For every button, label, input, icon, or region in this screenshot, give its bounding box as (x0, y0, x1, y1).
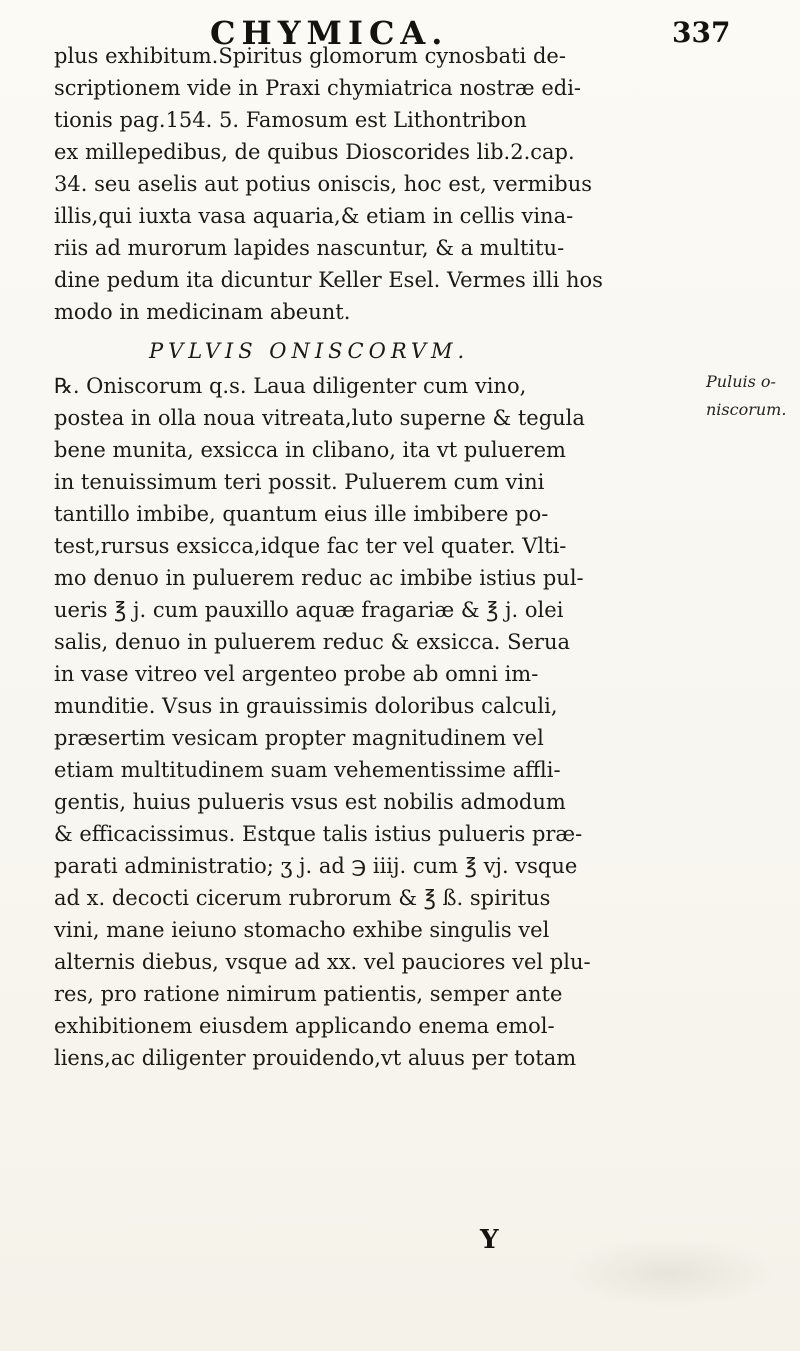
text-line: riis ad murorum lapides nascuntur, & a multitu- (54, 236, 565, 260)
text-line: res, pro ratione nimirum patientis, semper ante (54, 982, 563, 1006)
text-line: parati administratio; ʒ j. ad ℈ iiij. cum ℥ vj. vsque (54, 854, 578, 878)
text-line: mo denuo in puluerem reduc ac imbibe istius pul- (54, 566, 584, 590)
text-line: postea in olla noua vitreata,luto superne & tegula (54, 406, 585, 430)
text-line: in vase vitreo vel argenteo probe ab omni im- (54, 662, 539, 686)
text-line: præsertim vesicam propter magnitudinem vel (54, 726, 544, 750)
margin-note-line: niscorum. (706, 400, 787, 419)
text-line: 34. seu aselis aut potius oniscis, hoc est, vermibus (54, 172, 593, 196)
text-line: liens,ac diligenter prouidendo,vt aluus per totam (54, 1046, 577, 1070)
text-line: alternis diebus, vsque ad xx. vel pauciores vel plu- (54, 950, 591, 974)
running-head-title: CHYMICA. (210, 14, 449, 52)
margin-note (706, 368, 800, 424)
text-line: tantillo imbibe, quantum eius ille imbibere po- (54, 502, 549, 526)
text-line: test,rursus exsicca,idque fac ter vel quater. Vlti- (54, 534, 567, 558)
text-line: tionis pag.154. 5. Famosum est Lithontribon (54, 108, 527, 132)
text-line: etiam multitudinem suam vehementissime affli- (54, 758, 561, 782)
text-line: exhibitionem eiusdem applicando enema emol- (54, 1014, 555, 1038)
margin-note-line: Puluis o- (706, 372, 776, 391)
text-line: bene munita, exsicca in clibano, ita vt puluerem (54, 438, 566, 462)
text-line: ℞. Oniscorum q.s. Laua diligenter cum vino, (54, 374, 527, 398)
text-line: ad x. decocti cicerum rubrorum & ℥ ß. spiritus (54, 886, 551, 910)
text-line: salis, denuo in puluerem reduc & exsicca. Serua (54, 630, 570, 654)
text-line: munditie. Vsus in grauissimis doloribus calculi, (54, 694, 558, 718)
text-line: scriptionem vide in Praxi chymiatrica nostræ edi- (54, 76, 582, 100)
text-line: gentis, huius pulueris vsus est nobilis admodum (54, 790, 566, 814)
text-line: vini, mane ieiuno stomacho exhibe singulis vel (54, 918, 550, 942)
text-line: modo in medicinam abeunt. (54, 300, 351, 324)
page-number: 337 (672, 16, 731, 49)
text-line: ex millepedibus, de quibus Dioscorides lib.2.cap. (54, 140, 575, 164)
text-line: ueris ℥ j. cum pauxillo aquæ fragariæ & ℥ j. olei (54, 598, 564, 622)
body-text (54, 40, 784, 1074)
signature-mark: Y (480, 1225, 499, 1255)
text-line: plus exhibitum.Spiritus glomorum cynosbati de- (54, 44, 566, 68)
text-line: dine pedum ita dicuntur Keller Esel. Vermes illi hos (54, 268, 603, 292)
text-line: illis,qui iuxta vasa aquaria,& etiam in cellis vina- (54, 204, 574, 228)
text-line: & efficacissimus. Estque talis istius pulueris præ- (54, 822, 583, 846)
text-line: in tenuissimum teri possit. Puluerem cum vini (54, 470, 545, 494)
section-heading: PVLVIS ONISCORVM. (149, 339, 470, 363)
paper-stain (560, 1238, 780, 1308)
